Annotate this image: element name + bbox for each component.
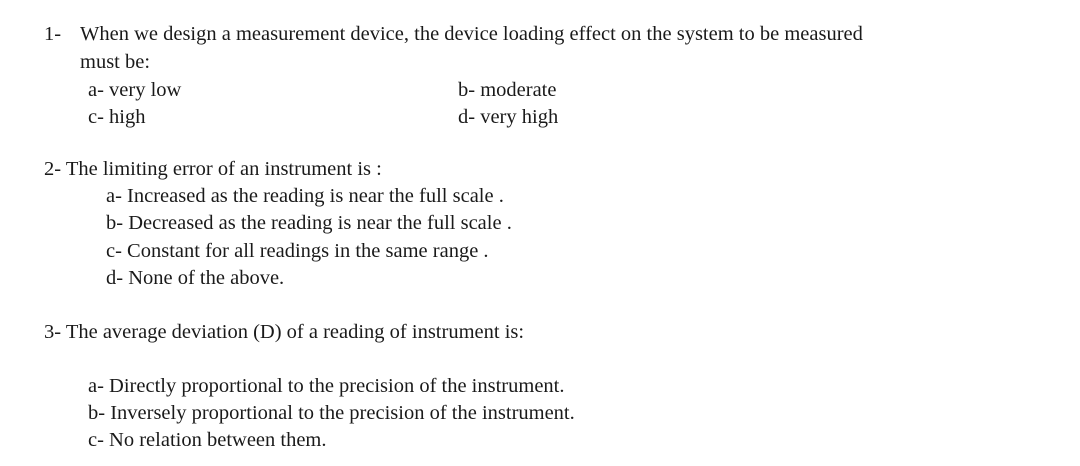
question-3-stem: 3- The average deviation (D) of a reading of instrument is: (44, 321, 525, 343)
question-1-stem-line-1: When we design a measurement device, the device loading effect on the system to be measured (80, 23, 863, 45)
question-1-number: 1- (44, 23, 62, 45)
question-1-option-a: a- very low (88, 79, 182, 101)
question-1-option-c: c- high (88, 106, 146, 128)
question-2-option-b: b- Decreased as the reading is near the full scale . (106, 212, 512, 234)
question-1-option-d: d- very high (458, 106, 559, 128)
question-2-stem: 2- The limiting error of an instrument is : (44, 158, 382, 180)
question-2-option-d: d- None of the above. (106, 267, 285, 289)
question-1-stem-line-2: must be: (80, 51, 151, 73)
question-3-option-b: b- Inversely proportional to the precision of the instrument. (88, 402, 575, 424)
question-3-option-a: a- Directly proportional to the precision of the instrument. (88, 375, 565, 397)
question-2-option-a: a- Increased as the reading is near the full scale . (106, 185, 504, 207)
question-2-option-c: c- Constant for all readings in the same range . (106, 240, 489, 262)
question-1-option-b: b- moderate (458, 79, 557, 101)
question-3-option-c: c- No relation between them. (88, 429, 327, 451)
